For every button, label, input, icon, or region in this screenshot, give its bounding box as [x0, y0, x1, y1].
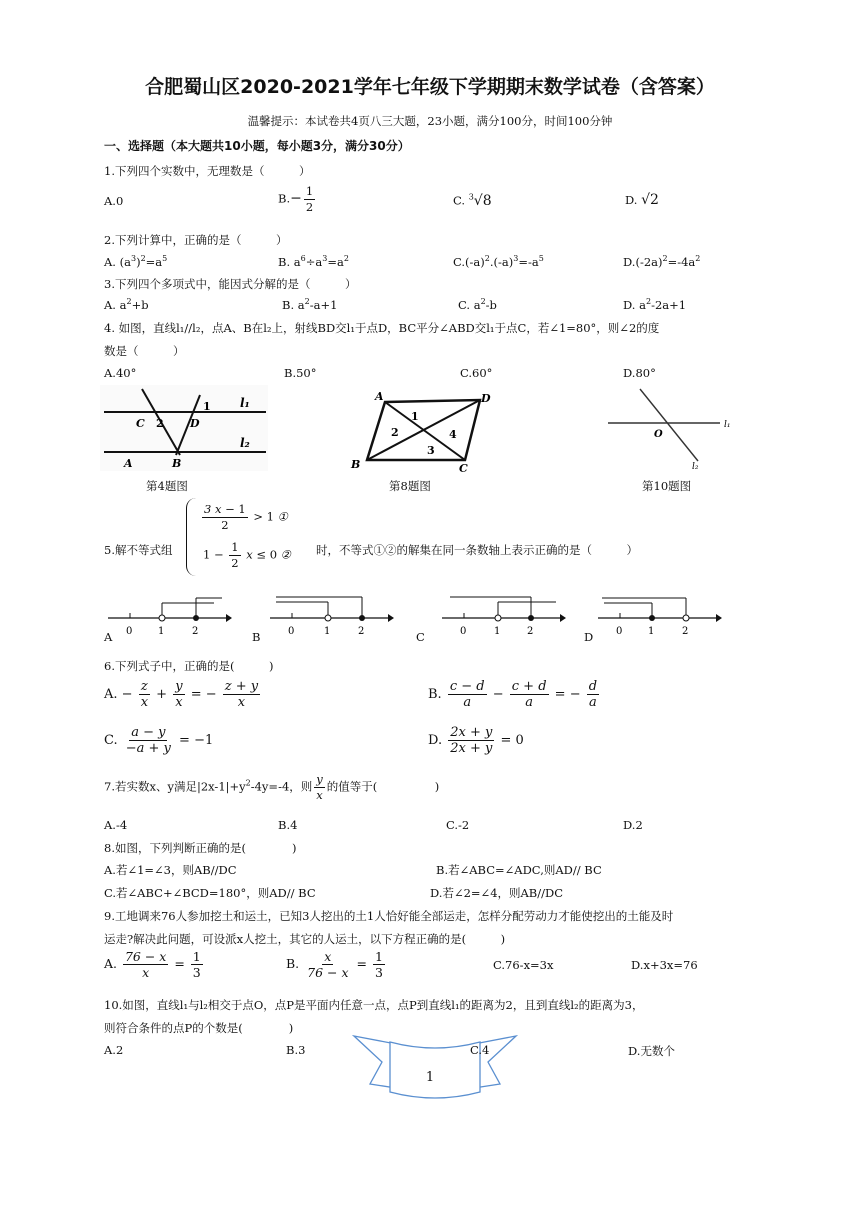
q6-option-a: A. − $\frac{z}{x}$ + $\frac{y}{x}$ = − $\frac{z + y}{x}$ [104, 679, 259, 710]
svg-text:C: C [459, 462, 468, 474]
q10-option-a: A.2 [104, 1043, 124, 1057]
figure-q8 [345, 388, 495, 474]
q5-stem: 时，不等式①②的解集在同一条数轴上表示正确的是（ ） [316, 543, 638, 557]
q1-option-c: C. $^3$√8 [453, 192, 492, 209]
system-brace [186, 498, 197, 576]
svg-text:0: 0 [126, 626, 133, 637]
svg-text:0: 0 [616, 626, 623, 637]
svg-text:A: A [375, 390, 384, 403]
svg-text:1: 1 [494, 626, 501, 637]
q6-option-d: D. $\frac{2x + y}{2x + y}$ = 0 [428, 725, 524, 756]
q9-stem: 9.工地调来76人参加挖土和运土，已知3人挖出的土1人恰好能全部运走，怎样分配劳动力才能使挖出的土能及时 [104, 909, 674, 923]
q7-stem-part1: 7.若实数x、y满足|2x-1|+y [104, 779, 246, 794]
figure-caption-q4: 第4题图 [146, 479, 188, 493]
svg-text:l₂: l₂ [692, 462, 699, 471]
svg-text:O: O [654, 429, 663, 440]
svg-text:1: 1 [411, 410, 419, 423]
svg-text:2: 2 [156, 417, 164, 430]
svg-text:1: 1 [324, 626, 331, 637]
svg-text:3: 3 [427, 444, 435, 457]
svg-text:l₁: l₁ [240, 396, 250, 410]
page-number-ribbon [350, 1030, 520, 1102]
q10-option-d: D.无数个 [628, 1044, 675, 1058]
q7-stem-part3: 的值等于( ) [326, 779, 440, 794]
q5-option-b-numberline [266, 588, 396, 644]
q2-option-b: B. $a^6\div a^3=a^2$ [278, 254, 349, 269]
svg-text:B: B [351, 458, 361, 471]
svg-text:D: D [481, 392, 491, 405]
q10-option-b: B.3 [286, 1043, 306, 1057]
q4-option-a: A.40° [104, 366, 137, 380]
q3-option-b: B. $a^2-a+1$ [282, 297, 338, 312]
figure-q4 [100, 385, 268, 471]
q3-stem: 3.下列四个多项式中，能因式分解的是（ ） [104, 277, 357, 291]
q4-stem: 4. 如图，直线l₁//l₂，点A、B在l₂上，射线BD交l₁于点D，BC平分∠ABD交l₁于点C，若∠1=80°，则∠2的度 [104, 321, 660, 335]
q6-option-b: B. $\frac{c - d}{a}$ − $\frac{c + d}{a}$ = − $\frac{d}{a}$ [428, 679, 598, 710]
svg-text:4: 4 [449, 428, 457, 441]
page-number: 1 [425, 1070, 435, 1085]
q1-option-b-label: B. [278, 191, 291, 206]
svg-text:A: A [124, 457, 133, 470]
q1-option-c-label: C. [453, 193, 466, 208]
q7-option-b: B.4 [278, 818, 298, 832]
q3-option-d: D. $a^2-2a+1$ [623, 297, 687, 312]
inequality-2: 1 − $\frac{1}{2}$ x ≤ 0 ② [203, 540, 291, 570]
q7-option-a: A.-4 [104, 818, 128, 832]
svg-text:1: 1 [648, 626, 655, 637]
q4-option-d: D.80° [623, 366, 656, 380]
q7-stem-part2: -4y=-4，则 [250, 779, 313, 794]
figure-caption-q8: 第8题图 [389, 479, 431, 493]
svg-text:C: C [136, 417, 145, 430]
svg-text:1: 1 [158, 626, 165, 637]
q6-option-c: C. $\frac{a - y}{-a + y}$ = −1 [104, 725, 214, 756]
q2-option-d: $D.(-2a)^2=-4a^2$ [623, 254, 701, 269]
q10-option-c: C.4 [470, 1043, 490, 1057]
q10-stem: 10.如图，直线l₁与l₂相交于点O，点P是平面内任意一点，点P到直线l₁的距离为2，且到直线l₂的距离为3， [104, 998, 644, 1012]
svg-text:l₁: l₁ [724, 420, 731, 430]
svg-text:2: 2 [192, 626, 199, 637]
q5-option-a-numberline [104, 588, 234, 644]
q6-stem: 6.下列式子中，正确的是( ) [104, 659, 274, 673]
q9-option-d: D.x+3x=76 [631, 958, 698, 972]
q1-option-b: B.− $\frac{1}{2}$ [278, 184, 314, 214]
q2-option-a: A. $(a^3)^2=a^5$ [104, 254, 168, 269]
q5-option-d: D [584, 630, 594, 644]
q5-option-a: A [104, 630, 113, 644]
q1-option-d: D. √2 [625, 192, 659, 208]
section-heading: 一、选择题（本大题共10小题，每小题3分，满分30分） [104, 139, 410, 153]
q2-stem: 2.下列计算中，正确的是（ ） [104, 233, 288, 247]
q8-option-b: B.若∠ABC=∠ADC,则AD// BC [436, 863, 602, 877]
q7-stem: 7.若实数x、y满足$|2x-1|+y^2-4y=-4$，则 $\frac{y}{x}$ 的值等于( ) [104, 772, 440, 802]
q8-option-a: A.若∠1=∠3，则AB//DC [104, 863, 237, 877]
q9-option-b: B. $\frac{x}{76 - x}$ = $\frac{1}{3}$ [286, 949, 383, 980]
svg-text:B: B [172, 457, 182, 470]
svg-text:0: 0 [288, 626, 295, 637]
svg-text:l₂: l₂ [240, 436, 250, 450]
q5-option-c-numberline [438, 588, 568, 644]
svg-text:D: D [190, 417, 200, 430]
svg-text:0: 0 [460, 626, 467, 637]
q5-option-d-numberline [594, 588, 724, 644]
svg-text:1: 1 [203, 400, 211, 413]
q3-option-c: C. $a^2-b$ [458, 297, 497, 312]
q1-option-a: A.0 [104, 194, 124, 208]
svg-text:2: 2 [391, 426, 399, 439]
q4-option-b: B.50° [284, 366, 317, 380]
q3-option-a: A. $a^2+b$ [104, 297, 149, 312]
figure-caption-q10: 第10题图 [642, 479, 692, 493]
q8-option-c: C.若∠ABC+∠BCD=180°，则AD// BC [104, 886, 316, 900]
q7-option-c: C.-2 [446, 818, 470, 832]
svg-text:2: 2 [358, 626, 365, 637]
figure-q10 [600, 385, 740, 471]
q9-stem-cont: 运走?解决此问题，可设派x人挖土，其它的人运土，以下方程正确的是( ) [104, 932, 506, 946]
q9-option-c: C.76-x=3x [493, 958, 554, 972]
q1-stem: 1.下列四个实数中，无理数是（ ） [104, 164, 311, 178]
q7-option-d: D.2 [623, 818, 643, 832]
q9-option-a: A. $\frac{76 - x}{x}$ = $\frac{1}{3}$ [104, 949, 201, 980]
q5-option-b: B [252, 630, 261, 644]
q2-option-c: $C.(-a)^2.(-a)^3=-a^5$ [453, 254, 544, 269]
q8-stem: 8.如图，下列判断正确的是( ) [104, 841, 297, 855]
q5-option-c: C [416, 630, 425, 644]
q4-option-c: C.60° [460, 366, 493, 380]
q10-stem-cont: 则符合条件的点P的个数是( ) [104, 1021, 294, 1035]
q4-stem-cont: 数是（ ） [104, 344, 185, 358]
q5-stem-prefix: 5.解不等式组 [104, 543, 173, 557]
page-title: 合肥蜀山区2020-2021学年七年级下学期期末数学试卷（含答案） [145, 76, 715, 98]
q8-option-d: D.若∠2=∠4，则AB//DC [430, 886, 564, 900]
inequality-1: $\frac{3 x - 1}{2}$ > 1 ① [204, 502, 288, 532]
svg-text:2: 2 [527, 626, 534, 637]
exam-tip: 温馨提示：本试卷共4页八三大题，23小题，满分100分，时间100分钟 [247, 114, 613, 128]
svg-text:2: 2 [682, 626, 689, 637]
q1-option-d-label: D. [625, 193, 638, 207]
